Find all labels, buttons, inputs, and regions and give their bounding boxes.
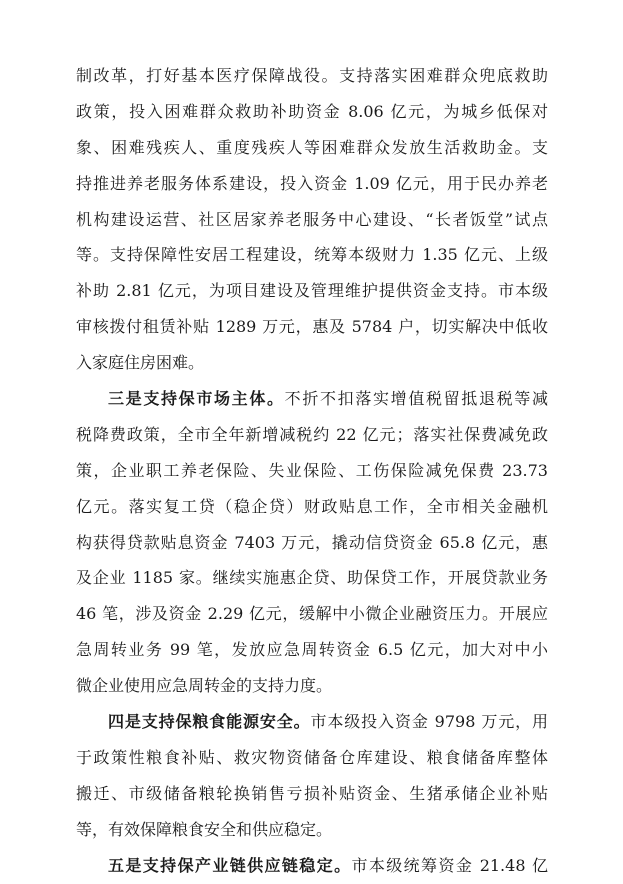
text-line: 政策，投入困难群众救助补助资金 8.06 亿元，为城乡低保对 — [76, 101, 548, 121]
text-run: 不折不扣落实增值税留抵退税等减 — [284, 389, 548, 409]
text-line: 补助 2.81 亿元，为项目建设及管理维护提供资金支持。市本级 — [76, 281, 548, 301]
section-heading: 五是支持保产业链供应链稳定。 — [108, 855, 352, 875]
text-line: 微企业使用应急周转金的支持力度。 — [76, 676, 333, 696]
paragraph-start — [76, 848, 548, 884]
text-run: 市本级统筹资金 21.48 亿 — [351, 855, 548, 875]
text-line: 审核拨付租赁补贴 1289 万元，惠及 5784 户，切实解决中低收 — [76, 317, 548, 337]
text-line: 制改革，打好基本医疗保障战役。支持落实困难群众兜底救助 — [76, 66, 548, 85]
text-line: 急周转业务 99 笔，发放应急周转资金 6.5 亿元，加大对中小 — [76, 640, 548, 660]
text-line: 搬迁、市级储备粮轮换销售亏损补贴资金、生猪承储企业补贴 — [76, 783, 548, 803]
text-line: 于政策性粮食补贴、救灾物资储备仓库建设、粮食储备库整体 — [76, 747, 548, 767]
text-run: 市本级投入资金 9798 万元，用 — [310, 712, 548, 732]
text-line: 入家庭住房困难。 — [76, 353, 205, 373]
paragraph-start — [76, 704, 548, 740]
text-line: 策，企业职工养老保险、失业保险、工伤保险减免保费 23.73 — [76, 460, 548, 480]
text-line: 持推进养老服务体系建设，投入资金 1.09 亿元，用于民办养老 — [76, 173, 548, 193]
text-line: 构获得贷款贴息资金 7403 万元，撬动信贷资金 65.8 亿元，惠 — [76, 532, 548, 552]
section-heading: 四是支持保粮食能源安全。 — [108, 712, 311, 732]
paragraph-start — [76, 381, 548, 417]
text-line: 等。支持保障性安居工程建设，统筹本级财力 1.35 亿元、上级 — [76, 245, 548, 265]
section-heading: 三是支持保市场主体。 — [108, 389, 285, 409]
text-line: 46 笔，涉及资金 2.29 亿元，缓解中小微企业融资压力。开展应 — [76, 604, 548, 624]
text-line: 机构建设运营、社区居家养老服务中心建设、“长者饭堂”试点 — [76, 209, 548, 229]
text-line: 亿元。落实复工贷（稳企贷）财政贴息工作，全市相关金融机 — [76, 496, 548, 516]
text-line: 象、困难残疾人、重度残疾人等困难群众发放生活救助金。支 — [76, 137, 548, 157]
text-line: 税降费政策，全市全年新增减税约 22 亿元；落实社保费减免政 — [76, 424, 548, 444]
text-line: 及企业 1185 家。继续实施惠企贷、助保贷工作，开展贷款业务 — [76, 568, 548, 588]
document-page — [76, 58, 548, 883]
text-line: 等，有效保障粮食安全和供应稳定。 — [76, 819, 333, 839]
